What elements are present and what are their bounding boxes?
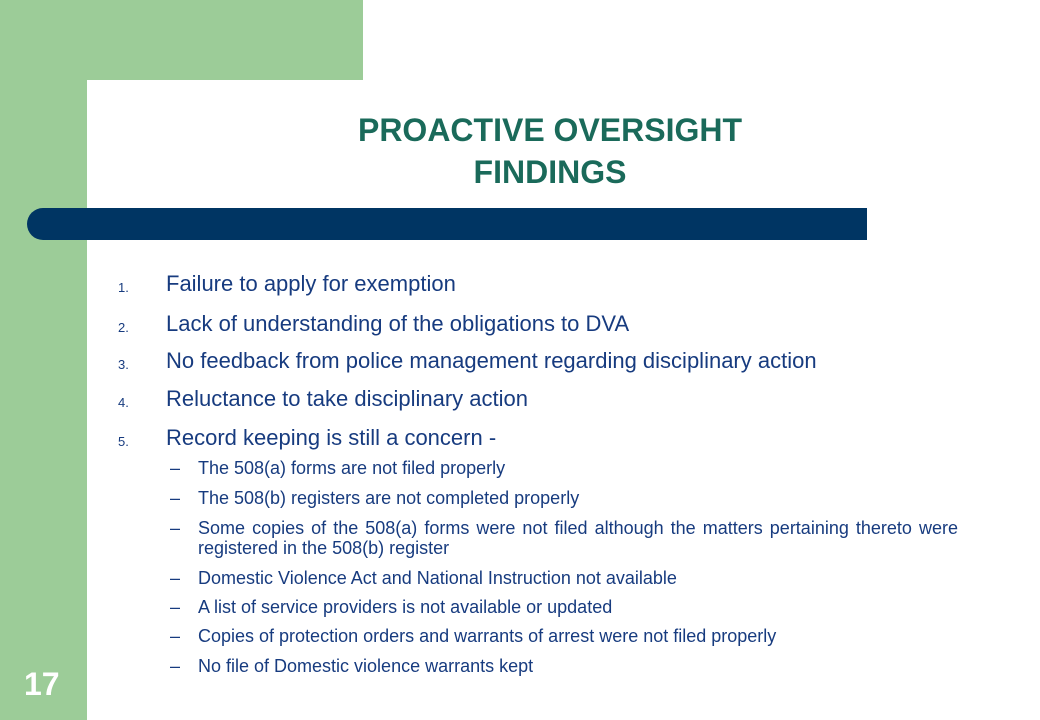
sub-finding-text: Domestic Violence Act and National Instruction not available [198, 568, 677, 588]
title-divider-bar [27, 208, 867, 240]
sub-finding-text: No file of Domestic violence warrants kept [198, 656, 534, 676]
finding-number: 5. [118, 434, 129, 449]
finding-number: 4. [118, 395, 129, 410]
green-sidebar [0, 0, 87, 720]
dash-bullet: – [170, 568, 181, 588]
finding-number: 1. [118, 280, 129, 295]
sub-finding-text: Some copies of the 508(a) forms were not filed although the matters pertaining thereto were registered in the 508(b) register [198, 518, 958, 558]
finding-number: 3. [118, 357, 129, 372]
finding-text: Failure to apply for exemption [166, 271, 456, 296]
finding-text: Record keeping is still a concern - [166, 425, 497, 450]
finding-text: Lack of understanding of the obligations to DVA [166, 311, 630, 336]
slide-title [230, 109, 870, 193]
sub-finding-text: The 508(b) registers are not completed properly [198, 488, 580, 508]
dash-bullet: – [170, 626, 181, 646]
dash-bullet: – [170, 458, 181, 478]
title-line-1: PROACTIVE OVERSIGHT [357, 112, 743, 148]
title-line-2: FINDINGS [473, 154, 627, 190]
sub-finding-text: A list of service providers is not available or updated [198, 597, 613, 617]
dash-bullet: – [170, 518, 181, 538]
dash-bullet: – [170, 597, 181, 617]
sub-finding-text: The 508(a) forms are not filed properly [198, 458, 506, 478]
sub-finding-text: Copies of protection orders and warrants of arrest were not filed properly [198, 626, 777, 646]
finding-text: Reluctance to take disciplinary action [166, 386, 528, 411]
finding-number: 2. [118, 320, 129, 335]
slide-number: 17 [24, 666, 60, 702]
finding-text: No feedback from police management regarding disciplinary action [166, 348, 817, 373]
dash-bullet: – [170, 656, 181, 676]
green-top-band [0, 0, 363, 80]
dash-bullet: – [170, 488, 181, 508]
